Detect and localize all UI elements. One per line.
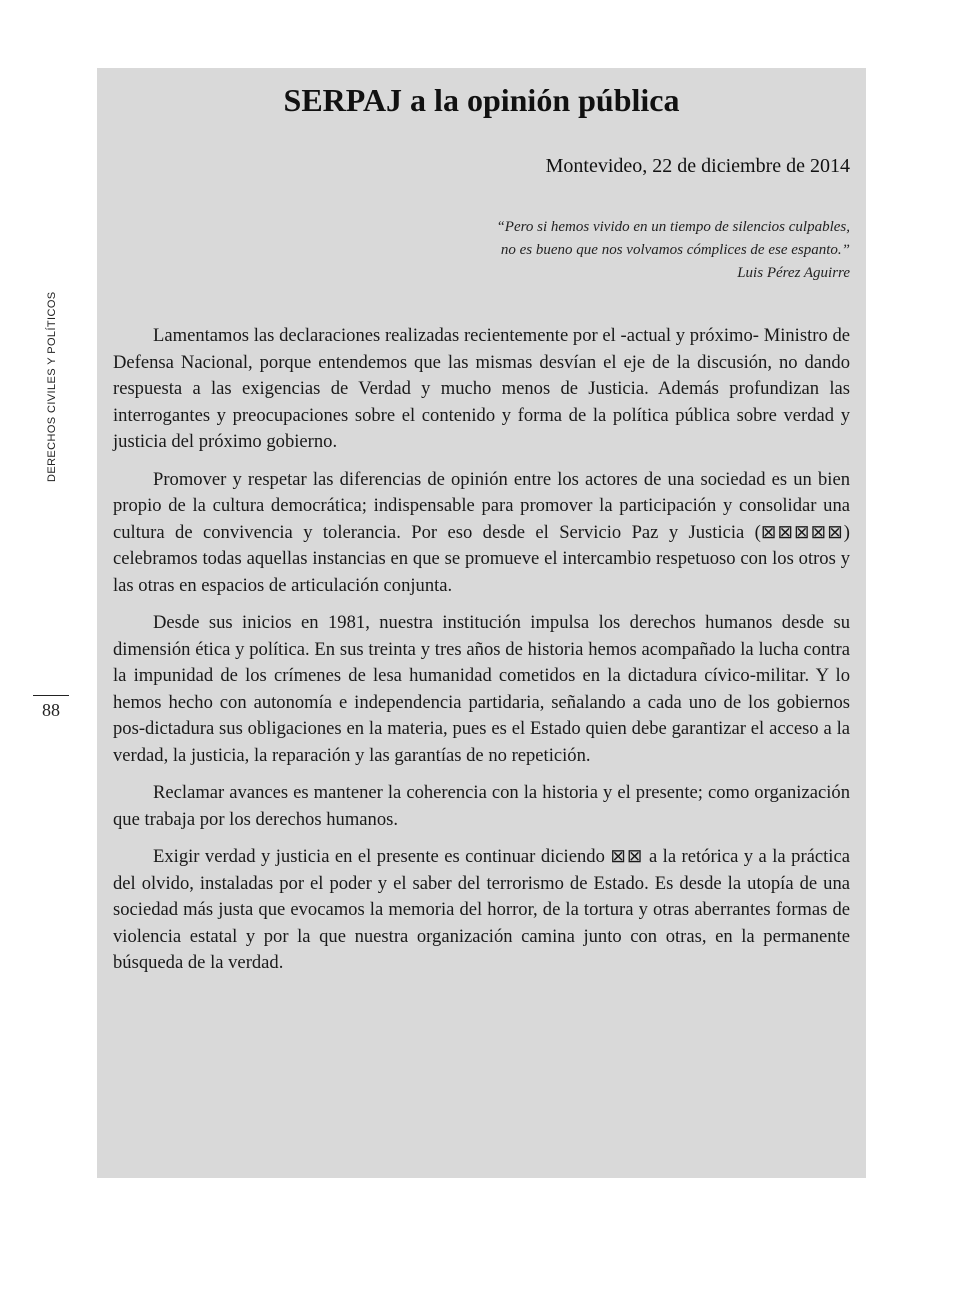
paragraph-2	[113, 467, 850, 600]
paragraph-4: Reclamar avances es mantener la coherencia con la historia y el presente; como organización que trabaja por los derechos humanos.	[113, 782, 850, 830]
paragraph-1: Lamentamos las declaraciones realizadas recientemente por el -actual y próximo- Ministro de Defensa Nacional, porque entendemos que las mismas desvían el eje de la discusión, no dando respuesta a las exigencias de Verdad y mucho menos de Justicia. Además profundizan las interrogantes y preocupaciones sobre el contenido y forma de la política pública sobre verdad y justicia del próximo gobierno.	[113, 325, 850, 452]
paragraph-5-text-end: a la retórica y a la práctica del olvido, instaladas por el poder y el saber del terrorismo de Estado. Es desde la utopía de una sociedad más justa que evocamos la memoria del horror, de la tortura y otras aberrantes formas de violencia estatal y por la que nuestra organización camina junto con otras, en la permanente búsqueda de la verdad.	[113, 846, 850, 973]
paragraph-5-text-start: Exigir verdad y justicia en el presente es continuar diciendo	[153, 846, 611, 867]
page-number-rule	[33, 695, 69, 696]
epigraph-author: Luis Pérez Aguirre	[737, 265, 850, 281]
epigraph-line-2: no es bueno que nos volvamos cómplices de ese espanto.”	[500, 242, 850, 258]
missing-glyphs-acronym: ⊠⊠⊠⊠⊠	[760, 521, 844, 543]
page-number: 88	[42, 700, 60, 720]
section-side-label: DERECHOS CIVILES Y POLÍTICOS	[46, 291, 58, 482]
missing-glyphs-word: ⊠⊠	[610, 846, 644, 867]
dateline: Montevideo, 22 de diciembre de 2014	[545, 155, 850, 177]
paragraph-2-text-start: Promover y respetar las diferencias de opinión entre los actores de una sociedad es un bien propio de la cultura democrática; indispensable para promover la participación y consolidar una cultura de convivencia y tolerancia. Por eso desde el Servicio Paz y Justicia (	[113, 468, 850, 543]
article-body	[113, 323, 850, 977]
epigraph	[113, 216, 850, 285]
epigraph-line-1: “Pero si hemos vivido en un tiempo de silencios culpables,	[496, 219, 850, 235]
article-title: SERPAJ a la opinión pública	[283, 82, 680, 118]
paragraph-2-text-end: ) celebramos todas aquellas instancias en que se promueve el intercambio respetuoso con los otros y las otras en espacios de articulación conjunta.	[113, 521, 850, 596]
article-panel	[97, 68, 866, 1178]
paragraph-5	[113, 844, 850, 977]
paragraph-3: Desde sus inicios en 1981, nuestra institución impulsa los derechos humanos desde su dimensión ética y política. En sus treinta y tres años de historia hemos acompañado la lucha contra la impunidad de los crímenes de lesa humanidad cometidos en la dictadura cívico-militar. Y lo hemos hecho con autonomía e independencia partidaria, señalando a cada uno de los gobiernos pos-dictadura sus obligaciones en la materia, pues es el Estado quien debe garantizar el acceso a la verdad, la justicia, la reparación y las garantías de no repetición.	[113, 612, 850, 766]
